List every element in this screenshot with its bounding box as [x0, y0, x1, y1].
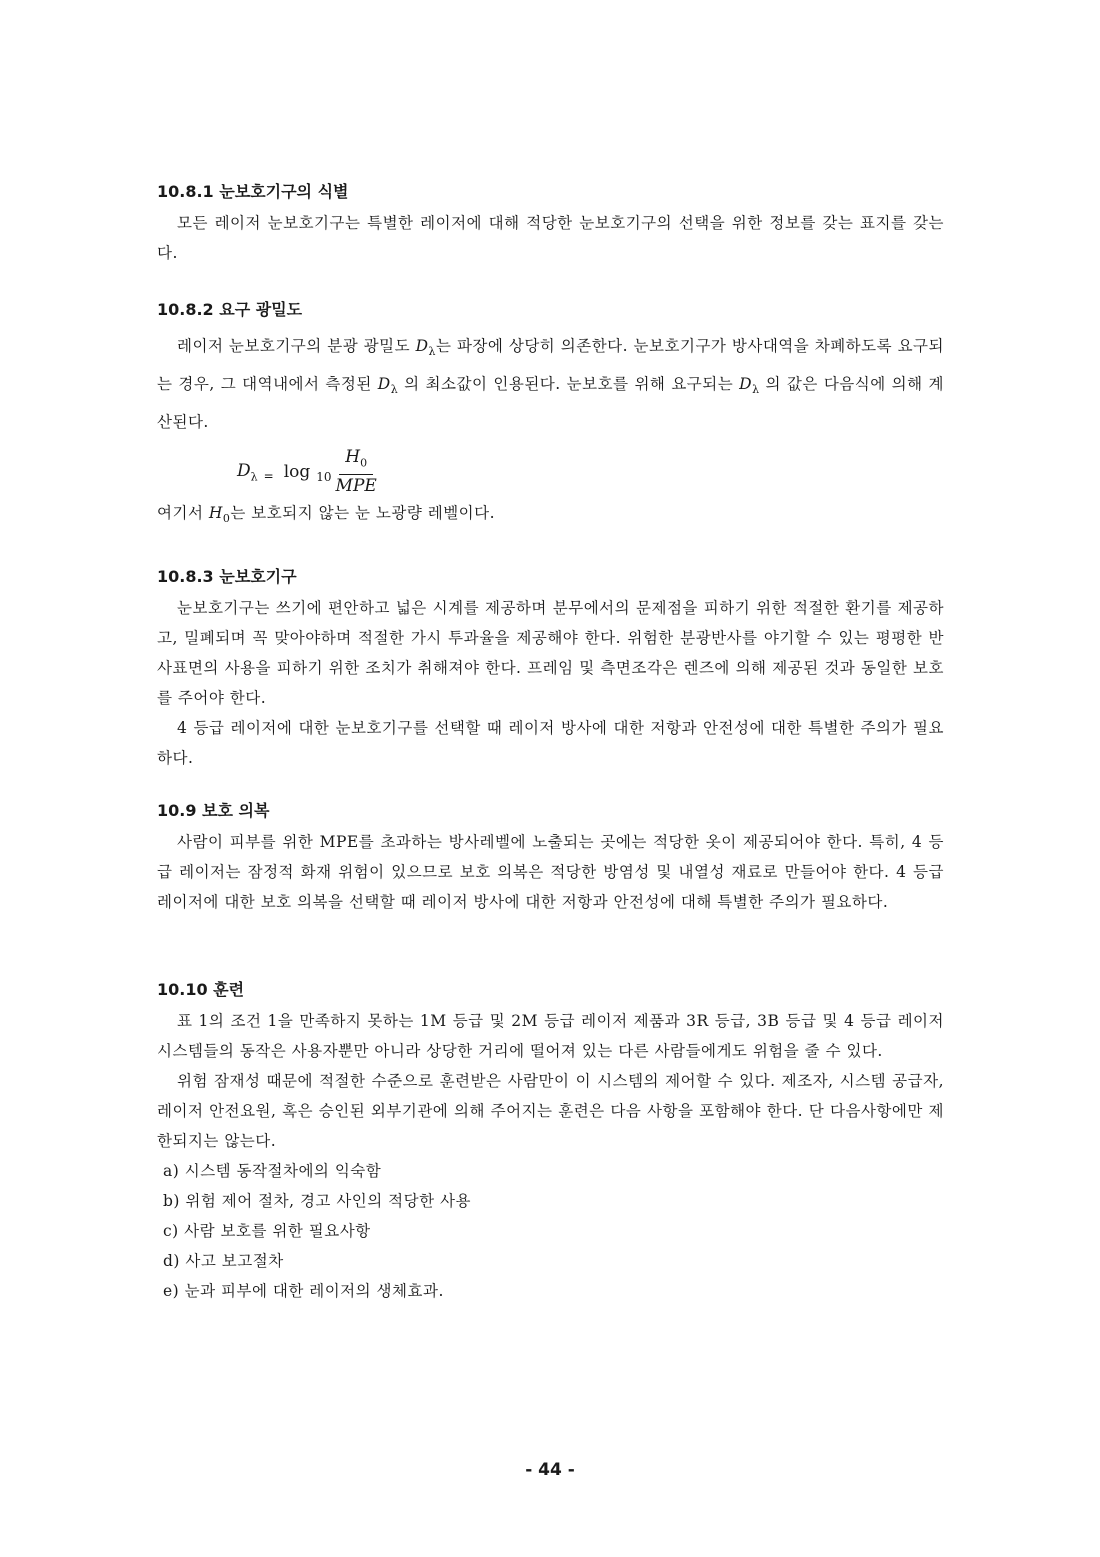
text-span: 여기서 — [157, 504, 209, 522]
paragraph: 모든 레이저 눈보호기구는 특별한 레이저에 대해 적당한 눈보호기구의 선택을 위한 정보를 갖는 표지를 갖는다. — [157, 214, 944, 262]
symbol-base: D — [377, 375, 391, 394]
list-item: a) 시스템 동작절차에의 익숙함 — [163, 1162, 382, 1180]
formula-lhs-subscript: λ — [250, 469, 258, 483]
section-10-10 — [157, 978, 944, 1306]
formula-fraction — [336, 446, 377, 497]
list-item: c) 사람 보호를 위한 필요사항 — [163, 1222, 371, 1240]
formula-numerator-subscript: 0 — [360, 456, 368, 470]
formula-lhs-symbol: D — [237, 460, 251, 481]
formula-definition — [157, 498, 944, 534]
text-span: 는 보호되지 않는 눈 노광량 레벨이다. — [230, 504, 496, 522]
section-heading: 10.8.3 눈보호기구 — [157, 567, 297, 586]
paragraph — [157, 498, 944, 534]
formula-log-base: 10 — [316, 469, 332, 484]
formula-denominator: MPE — [335, 476, 377, 497]
formula-numerator — [339, 446, 373, 475]
text-span: 레이저 눈보호기구의 분광 광밀도 — [177, 337, 416, 355]
section-10-9 — [157, 799, 944, 917]
text-span: 는 파장에 상당히 의존한다. 눈보호기구가 방사대역을 차폐하도록 요구되는 경우, 그 대역내에서 측정된 — [157, 337, 944, 394]
symbol-h0 — [208, 504, 231, 526]
section-10-8-1 — [157, 180, 944, 268]
paragraph: 사람이 피부를 위한 MPE를 초과하는 방사레벨에 노출되는 곳에는 적당한 옷이 제공되어야 한다. 특히, 4 등급 레이저는 잠정적 화재 위험이 있으므로 보호 의복은 적당한 방염성 및 내열성 재료로 만들어야 한다. 4 등급 레이저에 대한 보호 의복을 선택할 때 레이저 방사에 대한 저항과 안전성에 대해 특별한 주의가 필요하다. — [157, 833, 944, 911]
text-span: 의 값은 다음식에 의해 계산된다. — [157, 375, 944, 432]
paragraph: 표 1의 조건 1을 만족하지 못하는 1M 등급 및 2M 등급 레이저 제품과 3R 등급, 3B 등급 및 4 등급 레이저 시스템들의 동작은 사용자뿐만 아니라 상당한 거리에 떨어져 있는 다른 사람들에게도 위험을 줄 수 있다. — [157, 1012, 944, 1060]
symbol-base: D — [739, 375, 753, 394]
paragraph: 눈보호기구는 쓰기에 편안하고 넓은 시계를 제공하며 분무에서의 문제점을 피하기 위한 적절한 환기를 제공하고, 밀폐되며 꼭 맞아야하며 적절한 가시 투과율을 제공해야 한다. 위험한 분광반사를 야기할 수 있는 평평한 반사표면의 사용을 피하기 위한 조치가 취해져야 한다. 프레임 및 측면조각은 렌즈에 의해 제공된 것과 동일한 보호를 주어야 한다. — [157, 599, 944, 707]
symbol-d-lambda — [415, 337, 436, 359]
list-item: d) 사고 보고절차 — [163, 1252, 284, 1270]
paragraph — [157, 330, 944, 439]
text-span: 의 최소값이 인용된다. 눈보호를 위해 요구되는 — [398, 375, 740, 394]
section-10-8-2 — [157, 298, 944, 439]
paragraph: 위험 잠재성 때문에 적절한 수준으로 훈련받은 사람만이 이 시스템의 제어할 수 있다. 제조자, 시스템 공급자, 레이저 안전요원, 혹은 승인된 외부기관에 의해 주어지는 훈련은 다음 사항을 포함해야 한다. 단 다음사항에만 제한되지는 않는다. — [157, 1072, 944, 1150]
formula-numerator-symbol: H — [345, 447, 361, 467]
symbol-d-lambda — [377, 375, 399, 397]
section-10-8-3 — [157, 565, 944, 773]
list-item: e) 눈과 피부에 대한 레이저의 생체효과. — [163, 1282, 444, 1300]
formula-equals: = — [263, 468, 274, 483]
list-item: b) 위험 제어 절차, 경고 사인의 적당한 사용 — [163, 1192, 471, 1210]
section-heading: 10.8.1 눈보호기구의 식별 — [157, 182, 349, 201]
symbol-subscript: λ — [752, 383, 760, 397]
symbol-subscript: 0 — [222, 512, 231, 526]
symbol-subscript: λ — [428, 345, 436, 359]
optical-density-formula — [237, 446, 377, 497]
symbol-base: D — [415, 337, 429, 355]
symbol-subscript: λ — [390, 383, 399, 397]
symbol-base: H — [208, 504, 223, 522]
page-number: - 44 - — [525, 1460, 575, 1480]
section-heading: 10.8.2 요구 광밀도 — [157, 300, 303, 319]
formula-lhs — [237, 461, 258, 483]
section-heading: 10.9 보호 의복 — [157, 801, 270, 820]
section-heading: 10.10 훈련 — [157, 980, 245, 999]
formula-log: log — [283, 461, 311, 482]
paragraph: 4 등급 레이저에 대한 눈보호기구를 선택할 때 레이저 방사에 대한 저항과 안전성에 대한 특별한 주의가 필요하다. — [157, 719, 944, 767]
symbol-d-lambda — [739, 375, 760, 397]
